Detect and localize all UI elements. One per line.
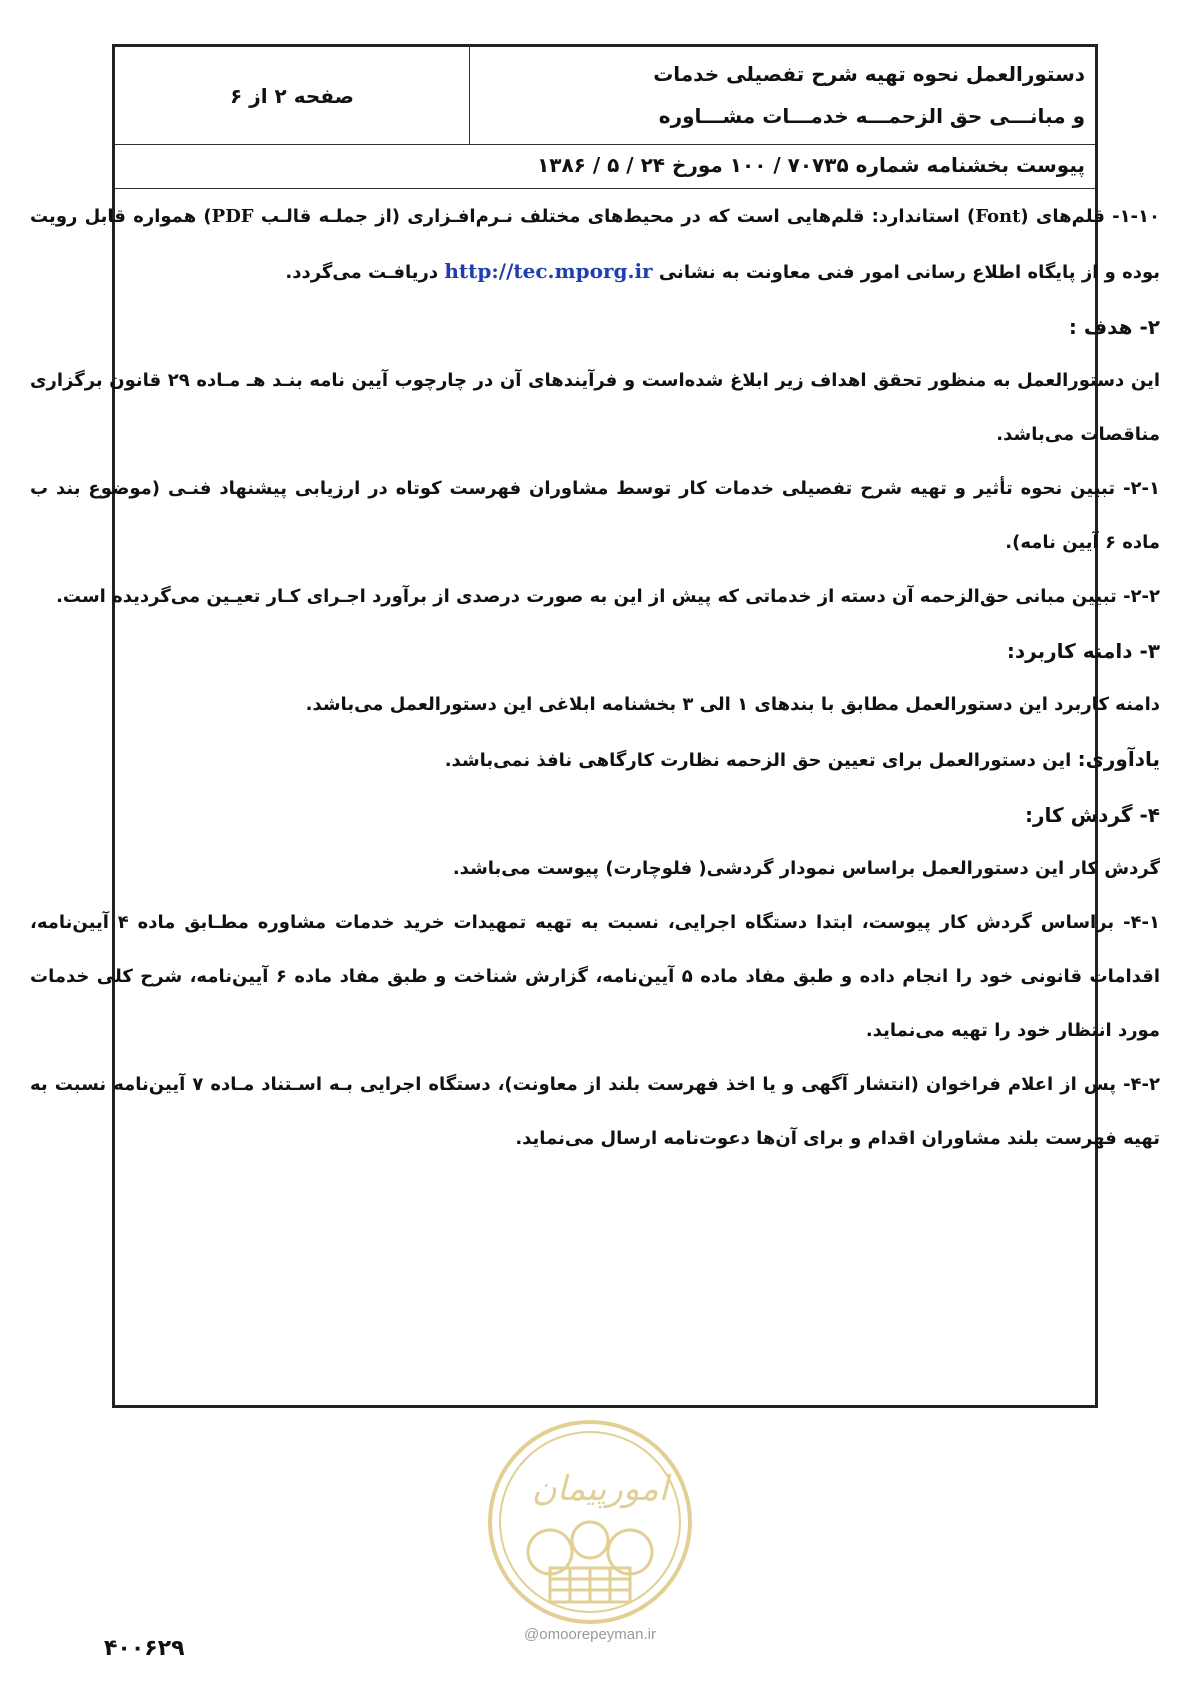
omoore-peyman-seal-logo	[480, 1412, 700, 1632]
note	[30, 732, 1160, 788]
s1-10-mid: ) استاندارد: قلم‌هایی است که در محیط‌های مختلف نـرم‌افـزاری (از جملـه قالـب	[253, 206, 976, 227]
item-4-1: ۴-۱- براساس گردش کار پیوست، ابتدا دستگاه اجرایی، نسبت به تهیه تمهیدات خرید خدمات مشاوره مطـابق ماده ۴ آیین‌نامه، اقدامات قانونی خود را انجام داده و طبق مفاد ماده ۵ آیین‌نامه، گزارش شناخت و طبق مفاد ماده ۶ آیین‌نامه، شرح کلی خدمات مورد انتظار خود را تهیه می‌نماید.	[30, 912, 1161, 1041]
s1-10-prefix: ۱-۱۰- قلم‌های (	[1020, 206, 1160, 227]
watermark-handle: @omoorepeyman.ir	[524, 1626, 656, 1643]
document-number: ۴۰۰۶۲۹	[104, 1636, 185, 1661]
circular-reference: پیوست بخشنامه شماره ۷۰۷۳۵ / ۱۰۰ مورخ ۲۴ / ۵ / ۱۳۸۶	[115, 145, 1095, 189]
tec-website-link[interactable]: http://tec.mporg.ir	[444, 259, 653, 283]
pdf-term: PDF	[211, 206, 254, 227]
heading-scope: ۳- دامنه کاربرد:	[1006, 639, 1160, 663]
item-2-1: ۲-۱- تبیین نحوه تأثیر و تهیه شرح تفصیلی خدمات کار توسط مشاوران فهرست کوتاه در ارزیابی پیشنهاد فنـی (موضوع بند ب ماده ۶ آیین نامه).	[30, 478, 1160, 553]
paragraph-scope: دامنه کاربرد این دستورالعمل مطابق با بندهای ۱ الی ۳ بخشنامه ابلاغی این دستورالعمل می‌باشد.	[305, 694, 1160, 715]
svg-text:امورپیمان: امورپیمان	[531, 1469, 669, 1509]
item-2-2: ۲-۲- تبیین مبانی حق‌الزحمه آن دسته از خدماتی که پیش از این به صورت درصدی از برآورد اجـرای کـار تعیـین می‌گردیده است.	[56, 586, 1160, 607]
page-number: صفحه ۲ از ۶	[230, 84, 354, 108]
heading-workflow: ۴- گردش کار:	[1024, 803, 1160, 827]
header-box	[115, 47, 1095, 145]
heading-goal: ۲- هدف :	[1068, 315, 1160, 339]
item-4-2: ۴-۲- پس از اعلام فراخوان (انتشار آگهی و یا اخذ فهرست بلند از معاونت)، دستگاه اجرایی بـه اسـتناد مـاده ۷ آیین‌نامه نسبت به تهیه فهرست بلند مشاوران اقدام و برای آن‌ها دعوت‌نامه ارسال می‌نماید.	[30, 1074, 1160, 1149]
section-1-10	[30, 190, 1160, 300]
header-divider	[469, 47, 470, 145]
s1-10-end: دریافـت می‌گردد.	[285, 262, 445, 283]
paragraph-goal: این دستورالعمل به منظور تحقق اهداف زیر ابلاغ شده‌است و فرآیندهای آن در چارچوب آیین نامه بنـد هـ مـاده ۲۹ قانون برگزاری مناقصات می‌باشد.	[30, 370, 1160, 445]
document-title	[485, 53, 1085, 137]
s1-10-cont: ) همواره قابل رویت بوده و از پایگاه اطلاع رسانی امور فنی معاونت به نشانی	[30, 206, 1160, 283]
note-label: یادآوری:	[1077, 747, 1160, 771]
document-body	[30, 190, 1160, 1166]
font-term: Font	[975, 206, 1021, 227]
note-text: این دستورالعمل برای تعیین حق الزحمه نظارت کارگاهی نافذ نمی‌باشد.	[444, 750, 1078, 771]
paragraph-workflow: گردش کار این دستورالعمل براساس نمودار گردشی( فلوچارت) پیوست می‌باشد.	[452, 858, 1160, 879]
title-line-1: دستورالعمل نحوه تهیه شرح تفصیلی خدمات	[653, 62, 1085, 86]
title-line-2: و مبانـــی حق الزحمـــه خدمـــات مشـــاوره	[658, 104, 1085, 128]
